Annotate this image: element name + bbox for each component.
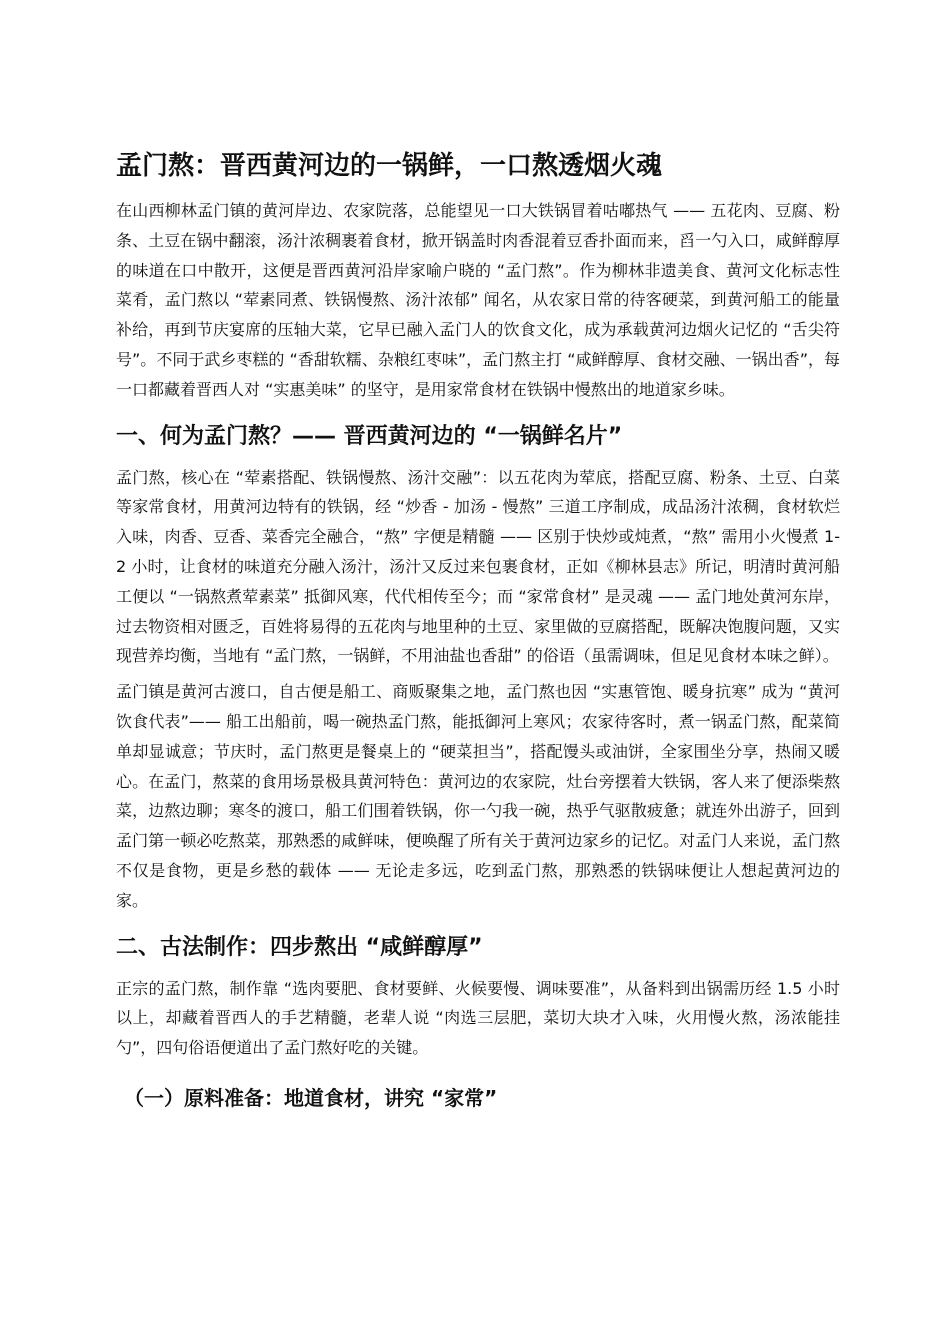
section2-subheading: （一）原料准备：地道食材，讲究 “家常”: [124, 1085, 498, 1110]
document-title: 孟门熬：晋西黄河边的一锅鲜，一口熬透烟火魂: [116, 151, 663, 181]
document-page: [116, 144, 840, 1115]
section1-paragraph-1: 孟门熬，核心在 “荤素搭配、铁锅慢熬、汤汁交融”：以五花肉为荤底，搭配豆腐、粉条、土豆、白菜等家常食材，用黄河边特有的铁锅，经 “炒香 - 加汤 - 慢熬” 三道工序制成，成品汤汁浓稠，食材软烂入味，肉香、豆香、菜香完全融合，“熬” 字便是精髓 —— 区别于快炒或炖煮，“熬” 需用小火慢煮 1-2 小时，让食材的味道充分融入汤汁，汤汁又反过来包裹食材，正如《柳林县志》所记，明清时黄河船工便以 “一锅熬煮荤素菜” 抵御风寒，代代相传至今；而 “家常食材” 是灵魂 —— 孟门地处黄河东岸，过去物资相对匮乏，百姓将易得的五花肉与地里种的土豆、家里做的豆腐搭配，既解决饱腹问题，又实现营养均衡，当地有 “孟门熬，一锅鲜，不用油盐也香甜” 的俗语（虽需调味，但足见食材本味之鲜）。: [116, 467, 840, 666]
section1-heading: 一、何为孟门熬？—— 晋西黄河边的 “一锅鲜名片”: [116, 423, 623, 449]
intro-paragraph: 在山西柳林孟门镇的黄河岸边、农家院落，总能望见一口大铁锅冒着咕嘟热气 —— 五花肉、豆腐、粉条、土豆在锅中翻滚，汤汁浓稠裹着食材，掀开锅盖时肉香混着豆香扑面而来，舀一勺入口，咸鲜醇厚的味道在口中散开，这便是晋西黄河沿岸家喻户晓的 “孟门熬”。作为柳林非遗美食、黄河文化标志性菜肴，孟门熬以 “荤素同煮、铁锅慢熬、汤汁浓郁” 闻名，从农家日常的待客硬菜，到黄河船工的能量补给，再到节庆宴席的压轴大菜，它早已融入孟门人的饮食文化，成为承载黄河边烟火记忆的 “舌尖符号”。不同于武乡枣糕的 “香甜软糯、杂粮红枣味”，孟门熬主打 “咸鲜醇厚、食材交融、一锅出香”，每一口都藏着晋西人对 “实惠美味” 的坚守，是用家常食材在铁锅中慢熬出的地道家乡味。: [116, 201, 840, 399]
section2-heading: 二、古法制作：四步熬出 “咸鲜醇厚”: [116, 934, 483, 960]
section1-paragraph-2: 孟门镇是黄河古渡口，自古便是船工、商贩聚集之地，孟门熬也因 “实惠管饱、暖身抗寒” 成为 “黄河饮食代表”—— 船工出船前，喝一碗热孟门熬，能抵御河上寒风；农家待客时，煮一锅孟门熬，配菜简单却显诚意；节庆时，孟门熬更是餐桌上的 “硬菜担当”，搭配馒头或油饼，全家围坐分享，热闹又暖心。在孟门，熬菜的食用场景极具黄河特色：黄河边的农家院，灶台旁摆着大铁锅，客人来了便添柴熬菜，边熬边聊；寒冬的渡口，船工们围着铁锅，你一勺我一碗，热乎气驱散疲惫；就连外出游子，回到孟门第一顿必吃熬菜，那熟悉的咸鲜味，便唤醒了所有关于黄河边家乡的记忆。对孟门人来说，孟门熬不仅是食物，更是乡愁的载体 —— 无论走多远，吃到孟门熬，那熟悉的铁锅味便让人想起黄河边的家。: [116, 682, 840, 910]
section2-intro-paragraph: 正宗的孟门熬，制作靠 “选肉要肥、食材要鲜、火候要慢、调味要准”，从备料到出锅需历经 1.5 小时以上，却藏着晋西人的手艺精髓，老辈人说 “肉选三层肥，菜切大块才入味，火用慢火熬，汤浓能挂勺”，四句俗语便道出了孟门熬好吃的关键。: [116, 978, 840, 1058]
